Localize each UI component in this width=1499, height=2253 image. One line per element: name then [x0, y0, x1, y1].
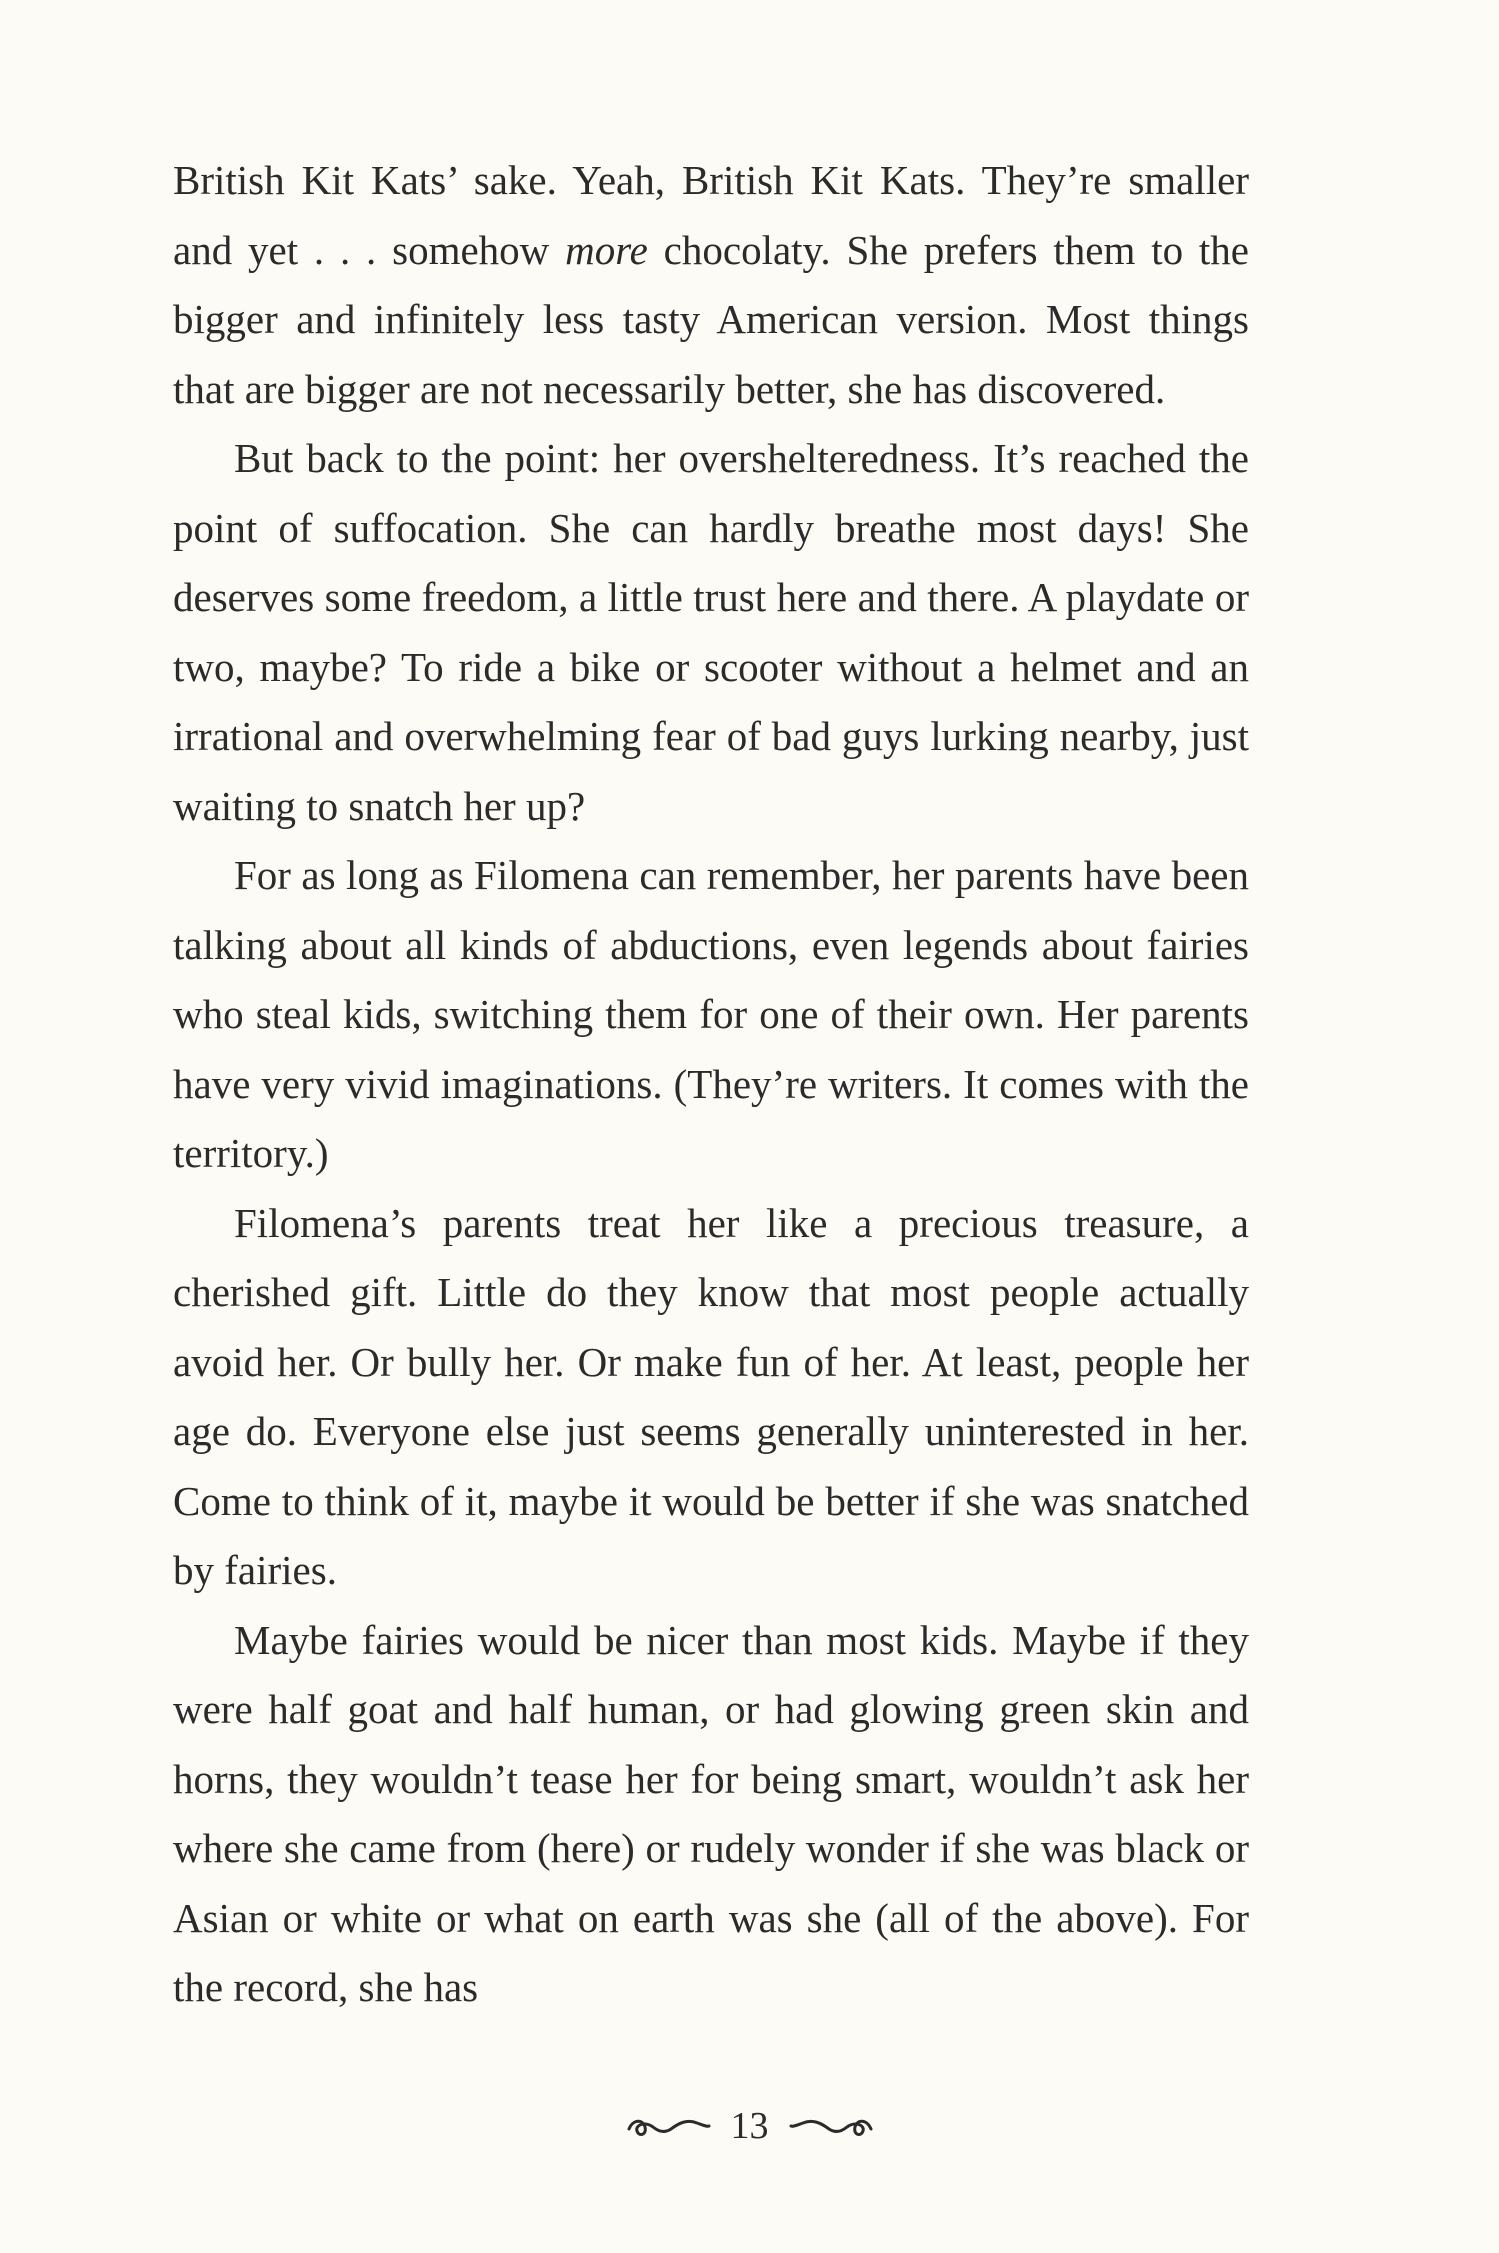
swash-ornament-right-icon: [783, 2111, 879, 2141]
swash-ornament-left-icon: [621, 2111, 717, 2141]
page-footer: [0, 2096, 1499, 2156]
emphasis-more: more: [565, 226, 648, 273]
page-number: 13: [730, 2105, 769, 2147]
paragraph-1: [173, 146, 1249, 424]
paragraph-3: For as long as Filomena can remember, her parents have been talking about all kinds of abductions, even legends about fairies who steal kids, switching them for one of their own. Her parents have very vivid imaginations. (They’re writers. It comes with the territory.): [173, 852, 1249, 1176]
paragraph-2: But back to the point: her overshelteredness. It’s reached the point of suffocation. She can hardly breathe most days! She deserves some freedom, a little trust here and there. A playdate or two, maybe? To ride a bike or scooter without a helmet and an irrational and overwhelming fear of bad guys lurking nearby, just waiting to snatch her up?: [173, 435, 1249, 829]
paragraph-1-part-1: British Kit Kats’ sake. Yeah, British Kit Kats. They’re smaller and yet . . . somehow: [173, 157, 1249, 273]
paragraph-1-part-2: chocolaty. She prefers them to the bigger and infinitely less tasty American version. Most things that are bigger are not necessarily better, she has discovered.: [173, 226, 1249, 412]
paragraph-4: Filomena’s parents treat her like a precious treasure, a cherished gift. Little do they know that most people actually avoid her. Or bully her. Or make fun of her. At least, people her age do. Everyone else just seems generally uninterested in her. Come to think of it, maybe it would be better if she was snatched by fairies.: [173, 1199, 1249, 1593]
body-text: [173, 146, 1249, 2023]
paragraph-5: Maybe fairies would be nicer than most kids. Maybe if they were half goat and half human, or had glowing green skin and horns, they wouldn’t tease her for being smart, wouldn’t ask her where she came from (here) or rudely wonder if she was black or Asian or white or what on earth was she (all of the above). For the record, she has: [173, 1616, 1249, 2010]
